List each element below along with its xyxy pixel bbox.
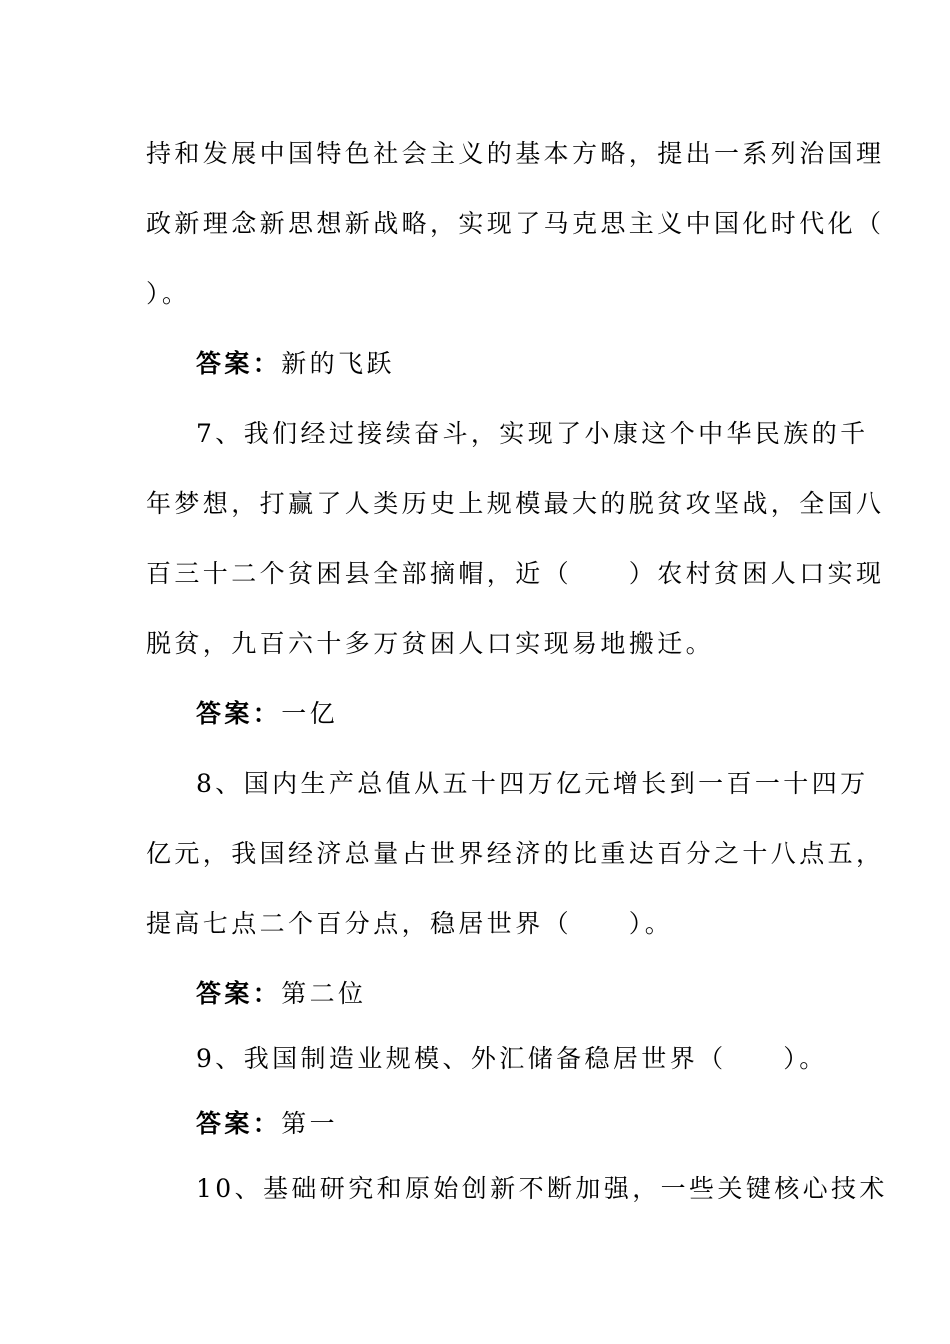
q8-line-3: 提高七点二个百分点，稳居世界（ ）。 [146, 909, 674, 938]
q7-answer [196, 698, 338, 730]
answer-label: 答案： [196, 699, 282, 728]
q8-answer [196, 978, 366, 1010]
q6-line-1: 持和发展中国特色社会主义的基本方略，提出一系列治国理 [146, 139, 885, 168]
q8-line-2: 亿元，我国经济总量占世界经济的比重达百分之十八点五， [146, 839, 885, 868]
q6-line-3: ）。 [146, 279, 191, 308]
q6-answer [196, 348, 395, 380]
answer-label: 答案： [196, 1109, 282, 1138]
answer-text: 新的飞跃 [281, 349, 395, 378]
answer-text: 第一 [281, 1109, 339, 1138]
answer-label: 答案： [196, 979, 282, 1008]
q7-line-1: 7、我们经过接续奋斗，实现了小康这个中华民族的千 [196, 419, 869, 448]
q7-line-2: 年梦想，打赢了人类历史上规模最大的脱贫攻坚战，全国八 [146, 489, 885, 518]
answer-text: 第二位 [281, 979, 367, 1008]
q8-line-1: 8、国内生产总值从五十四万亿元增长到一百一十四万 [196, 769, 869, 798]
q9-line-1: 9、我国制造业规模、外汇储备稳居世界（ ）。 [196, 1044, 828, 1073]
q7-line-4: 脱贫，九百六十多万贫困人口实现易地搬迁。 [146, 629, 715, 658]
q10-line-1: 10、基础研究和原始创新不断加强，一些关键核心技术 [196, 1174, 888, 1203]
answer-text: 一亿 [281, 699, 339, 728]
q7-line-3: 百三十二个贫困县全部摘帽，近（ ）农村贫困人口实现 [146, 559, 885, 588]
q6-line-2: 政新理念新思想新战略，实现了马克思主义中国化时代化（ [146, 209, 885, 238]
q9-answer [196, 1108, 338, 1140]
answer-label: 答案： [196, 349, 282, 378]
